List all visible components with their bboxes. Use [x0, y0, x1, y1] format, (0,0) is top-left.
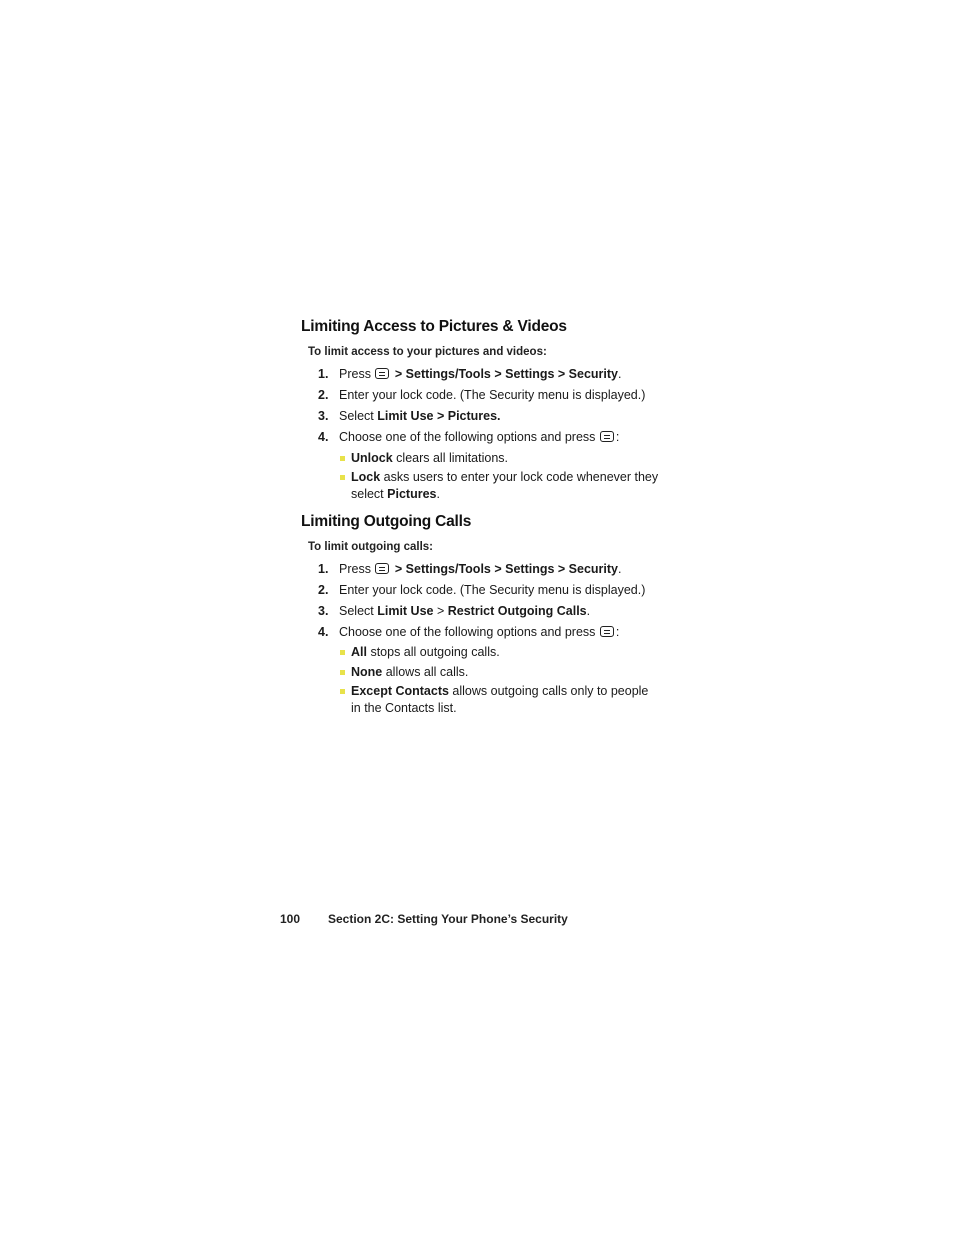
footer-section-title: Section 2C: Setting Your Phone’s Security	[328, 912, 568, 926]
page-number: 100	[280, 912, 301, 926]
menu-ok-key-icon	[600, 431, 614, 442]
step-2: 2. Enter your lock code. (The Security menu is displayed.)	[318, 583, 646, 597]
step-4: 4. Choose one of the following options and press :	[318, 625, 620, 639]
step-3: 3. Select Limit Use > Pictures.	[318, 409, 501, 423]
section-pictures-videos	[301, 318, 671, 501]
bullet-marker	[340, 475, 345, 480]
bullet-none: None allows all calls.	[351, 664, 661, 681]
step-3: 3. Select Limit Use > Restrict Outgoing Calls.	[318, 604, 591, 618]
step-1: 1. Press > Settings/Tools > Settings > Security.	[318, 367, 622, 381]
bullet-marker	[340, 670, 345, 675]
bullet-lock: Lock asks users to enter your lock code whenever they select Pictures.	[351, 469, 661, 502]
section-heading: Limiting Access to Pictures & Videos	[301, 318, 567, 335]
bullet-marker	[340, 456, 345, 461]
procedure-intro: To limit outgoing calls:	[308, 541, 434, 553]
procedure-intro: To limit access to your pictures and videos:	[308, 346, 547, 358]
step-1: 1. Press > Settings/Tools > Settings > Security.	[318, 562, 622, 576]
bullet-all: All stops all outgoing calls.	[351, 644, 661, 661]
bullet-unlock: Unlock clears all limitations.	[351, 450, 661, 467]
bullet-except-contacts: Except Contacts allows outgoing calls only to people in the Contacts list.	[351, 683, 661, 716]
menu-ok-key-icon	[375, 368, 389, 379]
step-2: 2. Enter your lock code. (The Security menu is displayed.)	[318, 388, 646, 402]
bullet-marker	[340, 689, 345, 694]
menu-ok-key-icon	[375, 563, 389, 574]
bullet-marker	[340, 650, 345, 655]
menu-ok-key-icon	[600, 626, 614, 637]
step-4: 4. Choose one of the following options and press :	[318, 430, 620, 444]
section-heading: Limiting Outgoing Calls	[301, 513, 472, 530]
section-outgoing-calls	[301, 513, 671, 715]
